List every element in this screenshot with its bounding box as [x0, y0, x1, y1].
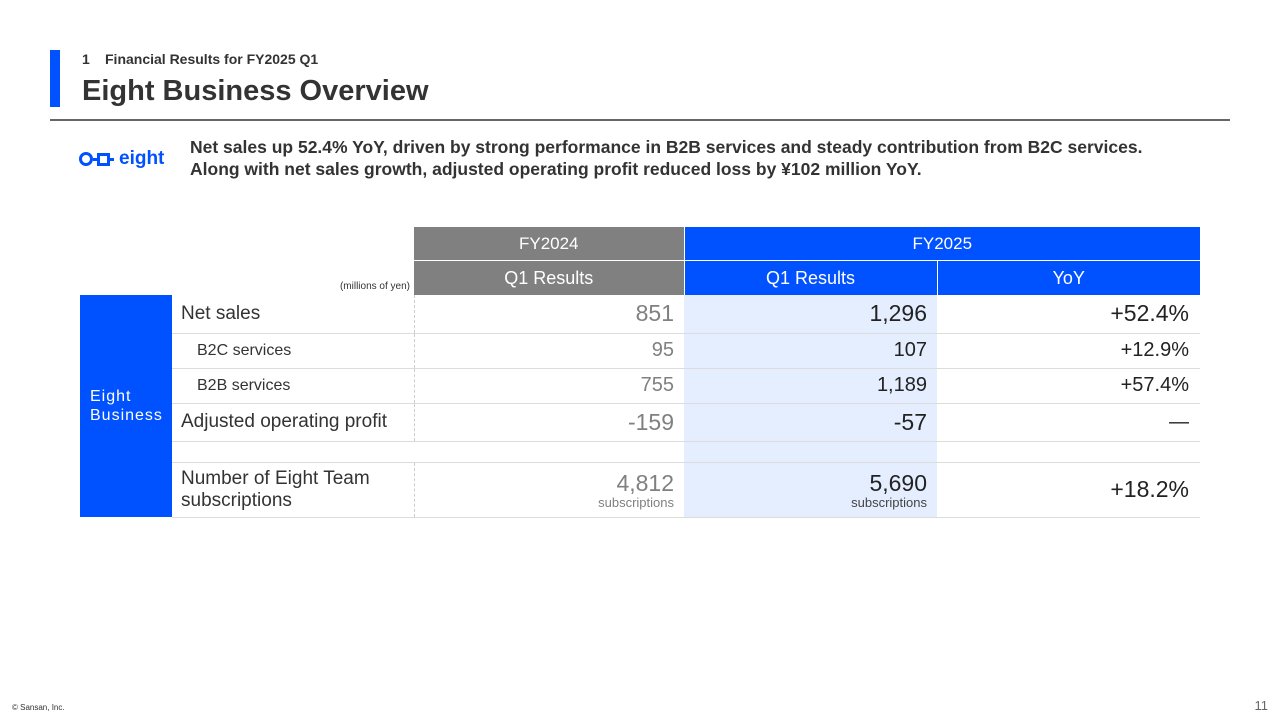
eight-logo	[79, 148, 164, 170]
cell-subscriptions-fy2025: 5,690 subscriptions	[684, 462, 937, 517]
col-head-fy2024-q1: Q1 Results	[414, 261, 684, 296]
row-label-adj-op-profit: Adjusted operating profit	[172, 403, 414, 441]
table-row	[80, 333, 1200, 368]
eight-logo-text: eight	[119, 148, 165, 169]
row-label-b2b: B2B services	[172, 368, 414, 403]
cell-b2b-yoy: +57.4%	[937, 368, 1200, 403]
section-number: 1	[82, 51, 90, 67]
page-title: Eight Business Overview	[82, 75, 429, 107]
results-table	[80, 227, 1200, 518]
page-number: 11	[1254, 698, 1268, 713]
cell-b2c-fy2024: 95	[414, 333, 684, 368]
cell-subscriptions-fy2024: 4,812 subscriptions	[414, 462, 684, 517]
unit-note: (millions of yen)	[339, 281, 410, 292]
summary-text	[190, 136, 1230, 180]
col-head-fy2025-q1: Q1 Results	[684, 261, 937, 296]
cell-adj-op-profit-fy2025: -57	[684, 403, 937, 441]
eight-logo-icon	[79, 152, 114, 166]
row-label-net-sales: Net sales	[172, 295, 414, 333]
col-group-fy2024: FY2024	[414, 227, 684, 261]
table-row	[80, 462, 1200, 517]
copyright: © Sansan, Inc.	[12, 703, 65, 712]
cell-b2c-fy2025: 107	[684, 333, 937, 368]
cell-adj-op-profit-yoy: —	[937, 403, 1200, 441]
cell-net-sales-yoy: +52.4%	[937, 295, 1200, 333]
row-label-b2c: B2C services	[172, 333, 414, 368]
col-group-fy2025: FY2025	[684, 227, 1200, 261]
table-spacer-row	[80, 441, 1200, 462]
table-row	[80, 368, 1200, 403]
title-accent-bar	[50, 50, 60, 107]
row-label-subscriptions: Number of Eight Team subscriptions	[172, 462, 414, 517]
section-title: Financial Results for FY2025 Q1	[105, 51, 319, 67]
cell-b2b-fy2024: 755	[414, 368, 684, 403]
table-row	[80, 403, 1200, 441]
cell-subscriptions-yoy: +18.2%	[937, 462, 1200, 517]
cell-net-sales-fy2024: 851	[414, 295, 684, 333]
segment-label: Eight Business	[80, 295, 172, 517]
summary-line-2: Along with net sales growth, adjusted operating profit reduced loss by ¥102 million YoY.	[190, 159, 922, 179]
summary-line-1: Net sales up 52.4% YoY, driven by strong performance in B2B services and steady contribution from B2C services.	[190, 137, 1143, 157]
cell-adj-op-profit-fy2024: -159	[414, 403, 684, 441]
cell-b2b-fy2025: 1,189	[684, 368, 937, 403]
title-divider	[50, 119, 1230, 121]
col-head-yoy: YoY	[937, 261, 1200, 296]
table-row	[80, 295, 1200, 333]
cell-net-sales-fy2025: 1,296	[684, 295, 937, 333]
cell-b2c-yoy: +12.9%	[937, 333, 1200, 368]
